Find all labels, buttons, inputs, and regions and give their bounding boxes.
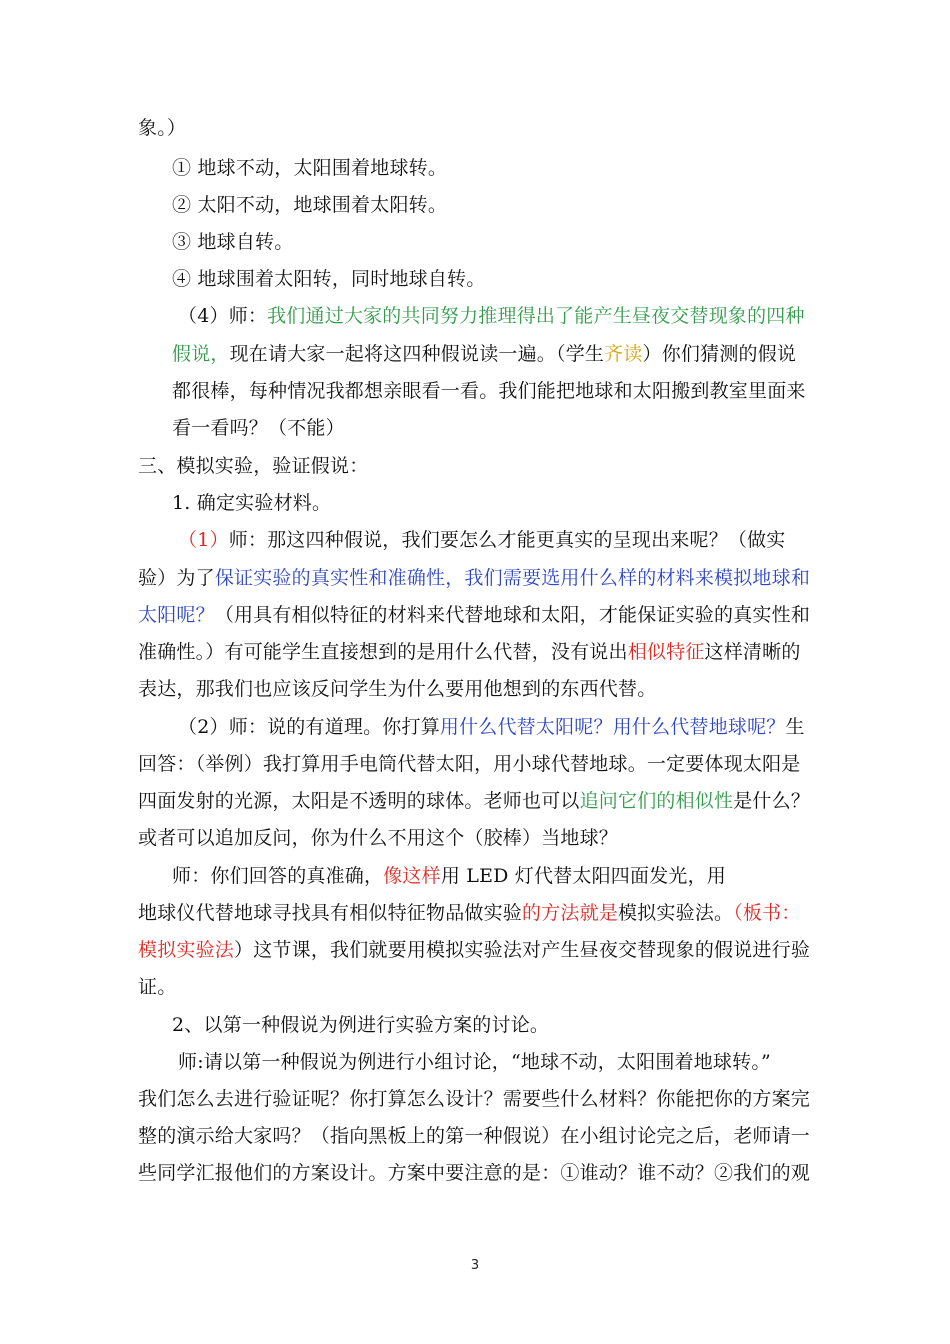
text-line: [138, 566, 810, 590]
text-line: [138, 789, 810, 813]
text-segment: 地球仪代替地球寻找具有相似特征物品做实验: [138, 902, 523, 924]
text-segment: 我们怎么去进行验证呢？你打算怎么设计？需要些什么材料？你能把你的方案完: [138, 1088, 811, 1110]
text-segment: 准确性。）有可能学生直接想到的是用什么代替，没有说出: [138, 641, 628, 663]
text-segment: 用什么代替太阳呢？用什么代替地球呢？: [439, 716, 786, 738]
text-segment: 师：你们回答的真准确，: [172, 865, 384, 887]
text-segment: 用 LED 灯代替太阳四面发光，用: [440, 865, 727, 887]
text-line: [172, 267, 485, 291]
text-line: [138, 752, 801, 776]
text-line: [138, 677, 656, 701]
text-segment: 模拟实验法。: [618, 902, 734, 924]
page-number: 3: [470, 1258, 480, 1273]
text-segment: （4）师：: [178, 305, 268, 327]
text-line: [172, 342, 796, 366]
text-segment: ）这节课，我们就要用模拟实验法对产生昼夜交替现象的假说进行验: [234, 939, 811, 961]
text-segment: 现在请大家一起将这四种假说读一遍。（学生: [229, 343, 605, 365]
text-line: [138, 454, 368, 478]
text-segment: 像这样: [383, 865, 441, 887]
text-segment: （1）: [178, 529, 229, 551]
text-line: [172, 379, 806, 403]
text-line: [172, 156, 447, 180]
text-line: [138, 603, 810, 627]
text-segment: 模拟实验法: [138, 939, 235, 961]
text-line: [172, 193, 447, 217]
text-line: [172, 230, 293, 254]
text-segment: 太阳呢？: [138, 604, 215, 626]
text-line: [172, 491, 331, 515]
text-segment: ① 地球不动，太阳围着地球转。: [172, 157, 448, 179]
text-line: [138, 640, 801, 664]
text-segment: 相似特征: [627, 641, 705, 663]
text-segment: ④ 地球围着太阳转，同时地球自转。: [172, 268, 486, 290]
text-segment: 1. 确定实验材料。: [172, 492, 332, 514]
text-segment: 些同学汇报他们的方案设计。方案中要注意的是：①谁动？谁不动？②我们的观: [138, 1162, 811, 1184]
text-segment: 回答：（举例）我打算用手电筒代替太阳，用小球代替地球。一定要体现太阳是: [138, 753, 801, 775]
text-segment: 追问它们的相似性: [579, 790, 734, 812]
text-segment: 都很棒，每种情况我都想亲眼看一看。我们能把地球和太阳搬到教室里面来: [172, 380, 806, 402]
text-line: [178, 1050, 771, 1074]
text-line: [172, 864, 726, 888]
text-segment: ② 太阳不动，地球围着太阳转。: [172, 194, 448, 216]
text-line: [138, 938, 810, 962]
text-segment: 生: [785, 716, 805, 738]
text-segment: 验）为了: [138, 567, 215, 589]
text-segment: ③ 地球自转。: [172, 231, 294, 253]
text-line: [138, 826, 618, 850]
text-segment: 师:请以第一种假说为例进行小组讨论，“地球不动，太阳围着地球转。”: [178, 1051, 771, 1073]
text-segment: 师：那这四种假说，我们要怎么才能更真实的呈现出来呢？（做实: [228, 529, 786, 551]
text-segment: 或者可以追加反问，你为什么不用这个（胶棒）当地球？: [138, 827, 619, 849]
text-line: [138, 901, 801, 925]
text-segment: 看一看吗？（不能）: [172, 417, 345, 439]
text-line: [138, 116, 186, 140]
text-segment: 我们通过大家的共同努力推理得出了能产生昼夜交替现象的四种: [267, 305, 805, 327]
text-line: [138, 1161, 810, 1185]
text-segment: 是什么？: [733, 790, 811, 812]
text-segment: 这样清晰的: [704, 641, 801, 663]
text-segment: 整的演示给大家吗？（指向黑板上的第一种假说）在小组讨论完之后，老师请一: [138, 1125, 811, 1147]
text-segment: 假说，: [172, 343, 230, 365]
text-segment: 证。: [138, 976, 177, 998]
text-line: [178, 528, 786, 552]
text-segment: 四面发射的光源，太阳是不透明的球体。老师也可以: [138, 790, 580, 812]
text-line: [138, 1087, 810, 1111]
text-segment: 齐读: [604, 343, 643, 365]
text-line: [138, 1124, 810, 1148]
text-line: [178, 715, 805, 739]
text-segment: 象。）: [138, 117, 187, 139]
text-segment: ）你们猜测的假说: [642, 343, 797, 365]
text-line: [172, 416, 345, 440]
text-segment: 三、模拟实验，验证假说：: [138, 455, 369, 477]
text-line: [178, 304, 805, 328]
text-segment: （2）师：说的有道理。你打算: [178, 716, 440, 738]
text-segment: 的方法就是: [522, 902, 619, 924]
text-line: [138, 975, 176, 999]
text-segment: （板书：: [733, 902, 801, 924]
text-segment: 2、以第一种假说为例进行实验方案的讨论。: [172, 1014, 550, 1036]
text-segment: （用具有相似特征的材料来代替地球和太阳，才能保证实验的真实性和: [214, 604, 811, 626]
text-line: [172, 1013, 549, 1037]
text-segment: 保证实验的真实性和准确性，我们需要选用什么样的材料来模拟地球和: [214, 567, 811, 589]
text-segment: 表达，那我们也应该反问学生为什么要用他想到的东西代替。: [138, 678, 657, 700]
